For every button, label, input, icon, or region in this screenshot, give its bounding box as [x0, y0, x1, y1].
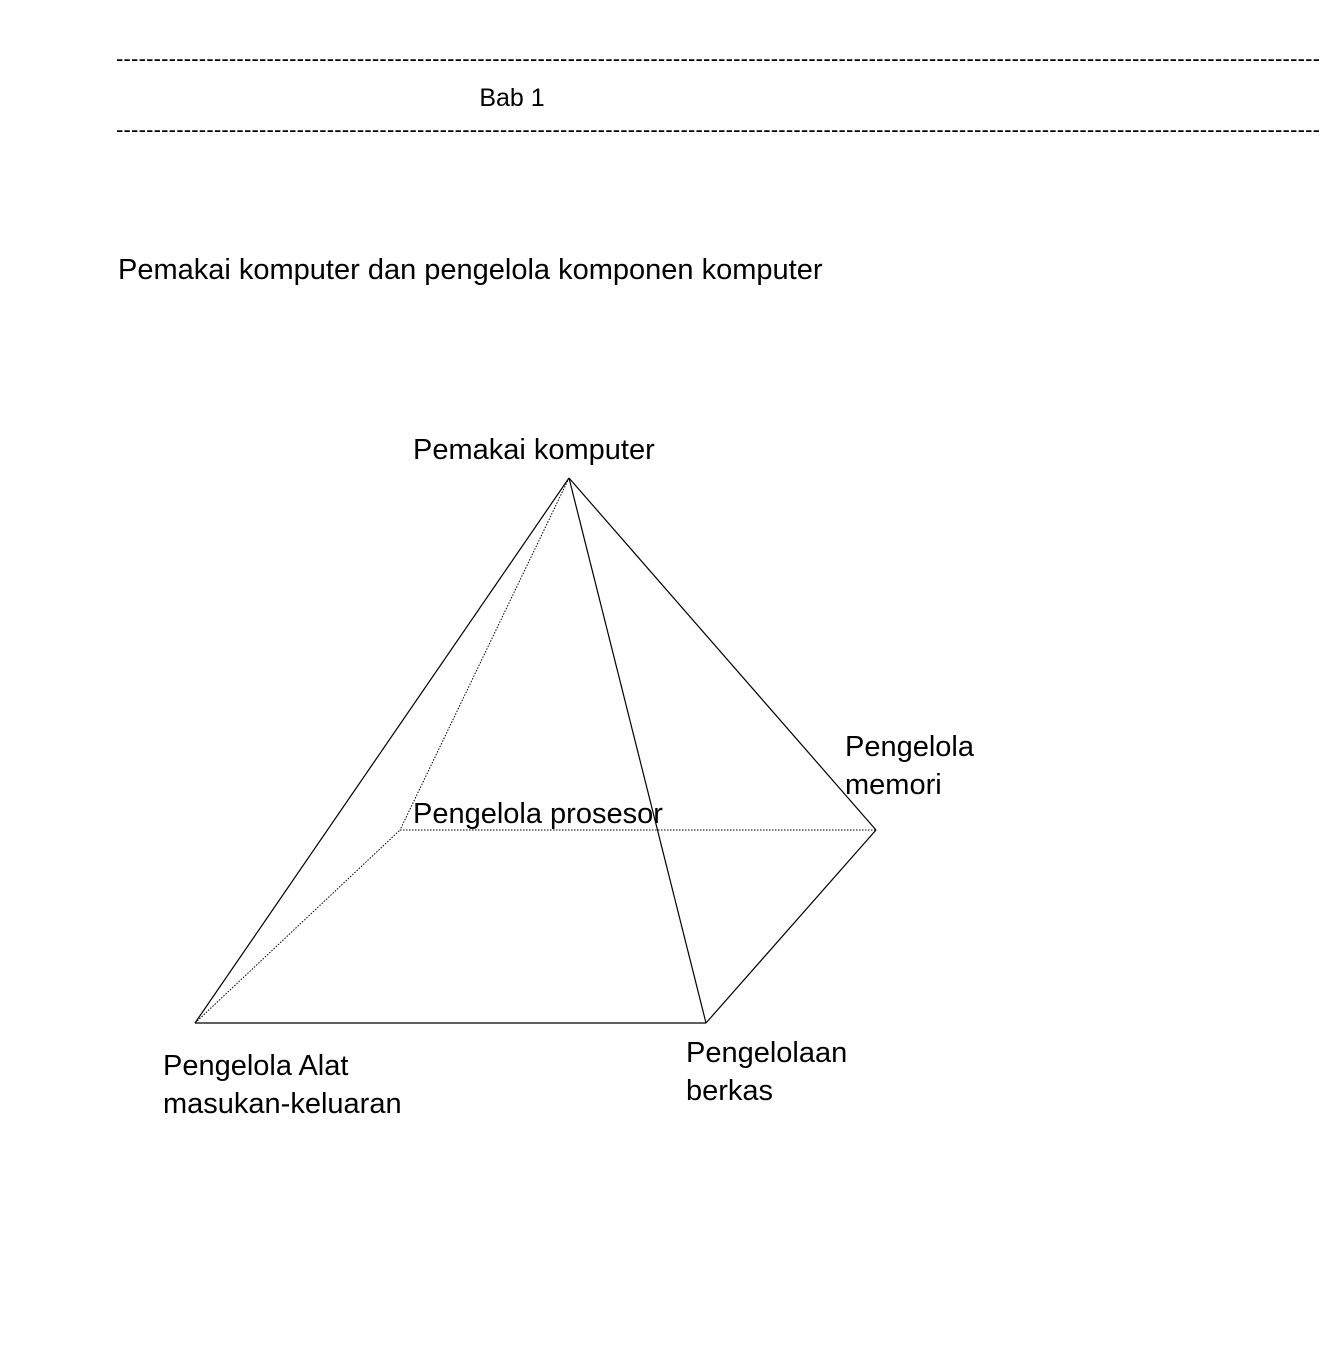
edge-apex-memory	[569, 478, 876, 830]
edge-files-memory	[706, 830, 876, 1023]
edge-apex-files	[569, 478, 706, 1023]
edge-apex-processor	[400, 478, 569, 830]
edge-io-processor	[195, 830, 400, 1023]
page-title: Pemakai komputer dan pengelola komponen komputer	[118, 254, 823, 286]
label-files-line-2: berkas	[686, 1075, 774, 1107]
label-io-line-1: Pengelola Alat	[163, 1050, 349, 1082]
label-io-manager	[163, 1047, 402, 1123]
label-memory-line-2: memori	[845, 769, 942, 801]
label-file-management	[686, 1034, 847, 1110]
label-memory-line-1: Pengelola	[845, 731, 974, 763]
label-files-line-1: Pengelolaan	[686, 1037, 848, 1069]
label-processor-manager: Pengelola prosesor	[413, 798, 663, 830]
label-memory-manager	[845, 728, 974, 804]
label-io-line-2: masukan-keluaran	[163, 1088, 402, 1120]
label-computer-user: Pemakai komputer	[413, 434, 655, 466]
header-rule-bottom: ----------------------------------------------------------------------------------------------------------------------------------------------------------------	[116, 117, 1320, 142]
edge-apex-io	[195, 478, 569, 1023]
chapter-heading: Bab 1	[479, 84, 545, 112]
header-rule-top: ----------------------------------------------------------------------------------------------------------------------------------------------------------------	[116, 46, 1320, 71]
